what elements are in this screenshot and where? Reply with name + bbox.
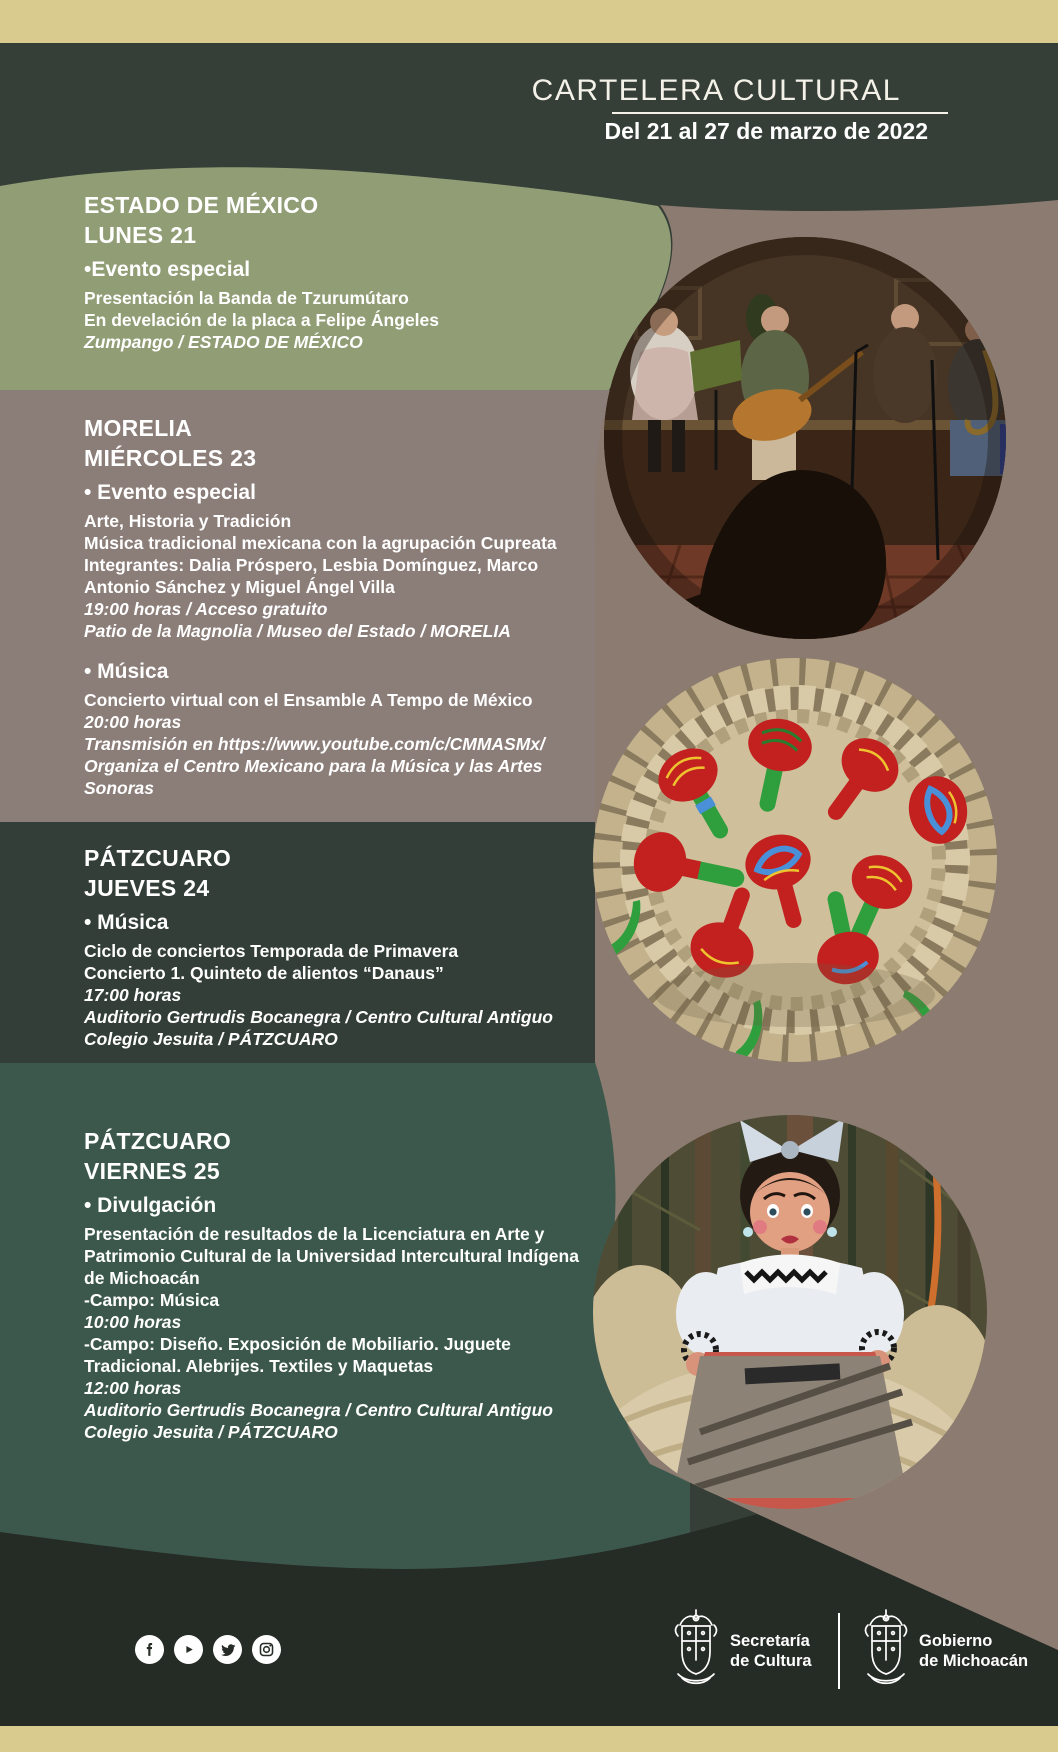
event-section-patzcuaro-jueves — [84, 843, 596, 1050]
event-section-patzcuaro-viernes — [84, 1126, 596, 1443]
section-day: MIÉRCOLES 23 — [84, 445, 257, 471]
event-line: Zumpango / ESTADO DE MÉXICO — [84, 332, 363, 352]
event-category: • Evento especial — [84, 481, 256, 504]
section-city: PÁTZCUARO — [84, 845, 232, 871]
event-line: Arte, Historia y Tradición — [84, 511, 292, 531]
facebook-icon[interactable] — [135, 1635, 164, 1664]
event-line: 20:00 horas — [84, 712, 182, 732]
event-line: Presentación la Banda de Tzurumútaro — [84, 288, 409, 308]
title-underline — [612, 112, 948, 114]
logo-line: de Cultura — [730, 1652, 812, 1670]
event-line: Música tradicional mexicana con la agrupación Cupreata — [84, 533, 557, 553]
event-line: Concierto 1. Quinteto de alientos “Danaus” — [84, 963, 444, 983]
event-line: Transmisión en https://www.youtube.com/c/CMMASMx/ — [84, 734, 545, 754]
secretaria-cultura-label — [730, 1631, 812, 1671]
event-line: Auditorio Gertrudis Bocanegra / Centro Cultural Antiguo Colegio Jesuita / PÁTZCUARO — [84, 1400, 553, 1442]
section-city: MORELIA — [84, 415, 193, 441]
event-block — [84, 658, 596, 799]
page-title: CARTELERA CULTURAL — [531, 74, 901, 107]
event-line: -Campo: Diseño. Exposición de Mobiliario. Juguete Tradicional. Alebrijes. Textiles y Maquetas — [84, 1334, 511, 1376]
event-block — [84, 256, 596, 353]
footer-logos — [730, 1631, 812, 1671]
logo-line: Secretaría — [730, 1632, 810, 1650]
date-range: Del 21 al 27 de marzo de 2022 — [604, 118, 928, 144]
event-block — [84, 1192, 596, 1443]
event-block — [84, 909, 596, 1050]
logo-line: de Michoacán — [919, 1652, 1029, 1670]
event-line: En develación de la placa a Felipe Ángeles — [84, 310, 439, 330]
event-line: Patio de la Magnolia / Museo del Estado / MORELIA — [84, 621, 511, 641]
logo-divider — [838, 1613, 840, 1689]
section-city: PÁTZCUARO — [84, 1128, 232, 1154]
event-section-morelia — [84, 413, 596, 799]
gobierno-michoacan-label — [919, 1631, 1028, 1671]
footer-logos-right — [919, 1631, 1028, 1671]
event-line: Organiza el Centro Mexicano para la Música y las Artes Sonoras — [84, 756, 543, 798]
event-line: 12:00 horas — [84, 1378, 182, 1398]
section-city: ESTADO DE MÉXICO — [84, 192, 319, 218]
section-day: LUNES 21 — [84, 222, 197, 248]
section-day: VIERNES 25 — [84, 1158, 220, 1184]
event-category: • Música — [84, 660, 169, 683]
social-icons-bar — [135, 1635, 281, 1664]
section-day: JUEVES 24 — [84, 875, 210, 901]
maracas-photo — [593, 658, 997, 1065]
event-section-estado-de-mexico — [84, 190, 596, 353]
event-block — [84, 479, 596, 642]
event-line: 19:00 horas / Acceso gratuito — [84, 599, 328, 619]
event-category: •Evento especial — [84, 258, 251, 281]
event-line: -Campo: Música — [84, 1290, 220, 1310]
twitter-icon[interactable] — [213, 1635, 242, 1664]
event-line: Presentación de resultados de la Licenciatura en Arte y Patrimonio Cultural de la Universidad Intercultural Indígena de Michoacán — [84, 1224, 579, 1288]
event-category: • Música — [84, 911, 169, 934]
event-category: • Divulgación — [84, 1194, 217, 1217]
event-line: Ciclo de conciertos Temporada de Primavera — [84, 941, 459, 961]
event-line: Integrantes: Dalia Próspero, Lesbia Domínguez, Marco Antonio Sánchez y Miguel Ángel Villa — [84, 555, 539, 597]
logo-line: Gobierno — [919, 1632, 993, 1650]
event-line: Auditorio Gertrudis Bocanegra / Centro Cultural Antiguo Colegio Jesuita / PÁTZCUARO — [84, 1007, 553, 1049]
youtube-icon[interactable] — [174, 1635, 203, 1664]
event-line: 10:00 horas — [84, 1312, 182, 1332]
event-line: Concierto virtual con el Ensamble A Tempo de México — [84, 690, 533, 710]
event-line: 17:00 horas — [84, 985, 182, 1005]
instagram-icon[interactable] — [252, 1635, 281, 1664]
